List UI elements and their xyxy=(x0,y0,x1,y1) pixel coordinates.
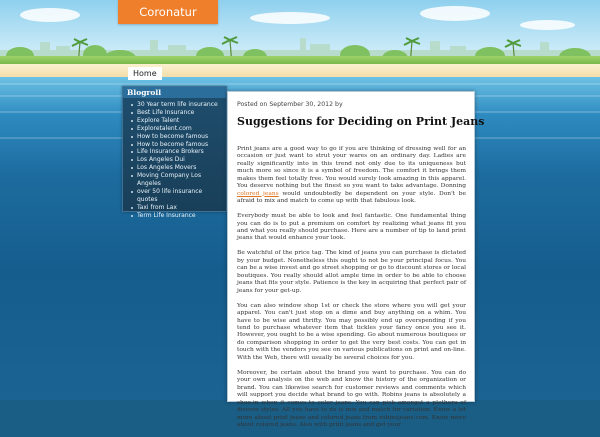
post-body xyxy=(237,146,466,429)
post-container xyxy=(227,91,485,428)
post-content xyxy=(237,101,485,437)
blogroll-list xyxy=(123,101,226,220)
post-paragraph: Everybody must be able to look and feel fantastic. One fundamental thing you can do is to put a premium on comfort by realizing what jeans fit you and what you really should purchase. Here are a number of tip to land print jeans that would enhance your look. xyxy=(237,213,466,242)
post-paragraph: You can also window shop 1st or check the store where you will get your apparel. You can't just stop on a dime and buy anything on a whim. You have to be wise and thrifty. You may possibly end up overspending if you tend to purchase whatever item that tickles your fancy once you see it. However, you ought to be a wise spending. Go about numerous boutiques or do comparison shopping in order to get the very best costs. You can get in touch with the vendors you see on various publications on print and on-line. With the Web, there will usually be several choices for you. xyxy=(237,302,466,361)
main-nav xyxy=(124,66,480,80)
blogroll-link[interactable]: 30 Year term life insurance xyxy=(131,101,224,109)
blogroll-link[interactable]: Moving Company Los Angeles xyxy=(131,172,224,188)
site-title[interactable]: Coronatur xyxy=(118,0,218,24)
blogroll-link[interactable]: Life Insurance Brokers xyxy=(131,148,224,156)
blogroll-link[interactable]: Best Life Insurance xyxy=(131,109,224,117)
blogroll-link[interactable]: How to become famous xyxy=(131,141,224,149)
post-meta-suffix: by xyxy=(335,101,343,108)
post-paragraph: Moreover, be certain about the brand you want to purchase. You can do your own analysis on the web and know the history of the organization or brand. You can likewise search for customer reviews and comments which will support you decide what brand to go with. Robins jeans is absolutely a shoo-in when it comes to color jeans. You can pick amongst a plethora of diverse styles. All you have to do is mix and match for variation. Know a lot more about print jeans and colored jeans from robinsjeans.com. Know more about colored jeans. Also with print jeans and get your xyxy=(237,369,466,428)
post-paragraph-text: would undoubtedly be dependent on your style. Don't be afraid to mix and match to come up with that fabulous look. xyxy=(237,190,466,205)
blogroll-link[interactable]: over 50 life insurance quotes xyxy=(131,188,224,204)
post-meta xyxy=(237,101,466,108)
post-date[interactable]: September 30, 2012 xyxy=(269,101,334,108)
blogroll-link[interactable]: Taxi from Lax xyxy=(131,204,224,212)
sidebar-blogroll xyxy=(122,86,227,219)
blogroll-link[interactable]: Explore Talent xyxy=(131,117,224,125)
colored-jeans-link[interactable]: colored jeans xyxy=(237,190,279,197)
post-paragraph: Be watchful of the price tag. The kind of jeans you can purchase is dictated by your budget. Nonetheless this ought to not be your principal focus. You can be a wise invest and go street shopping or go to discount stores or local boutiques. You really should allot ample time in order to be able to choose jeans that fits your style. Patience is the key in acquiring that perfect pair of jeans for your get-up. xyxy=(237,250,466,294)
blogroll-link[interactable]: Exploretalent.com xyxy=(131,125,224,133)
post-title[interactable]: Suggestions for Deciding on Print Jeans xyxy=(237,115,485,128)
post-paragraph xyxy=(237,146,466,206)
blogroll-link[interactable]: Los Angeles Movers xyxy=(131,164,224,172)
blogroll-link[interactable]: How to become famous xyxy=(131,133,224,141)
blogroll-link[interactable]: Term Life Insurance xyxy=(131,212,224,220)
sidebar-title: Blogroll xyxy=(123,87,226,98)
post-paragraph-text: Print jeans are a good way to go if you are thinking of dressing well for an occasion or just want to strut your wares on an ordinary day. Ladies are really significantly into in this trend not only due to its uniqueness but much more so since it is a symbol of freedom. The comfort it brings them makes them feel totally free. You would surely look amazing in this apparel. You deserve nothing but the finest so you want to take advantage. Donning xyxy=(237,146,466,190)
nav-item-home[interactable]: Home xyxy=(128,67,162,80)
blogroll-link[interactable]: Los Angeles Dui xyxy=(131,156,224,164)
post-meta-prefix: Posted on xyxy=(237,101,268,108)
